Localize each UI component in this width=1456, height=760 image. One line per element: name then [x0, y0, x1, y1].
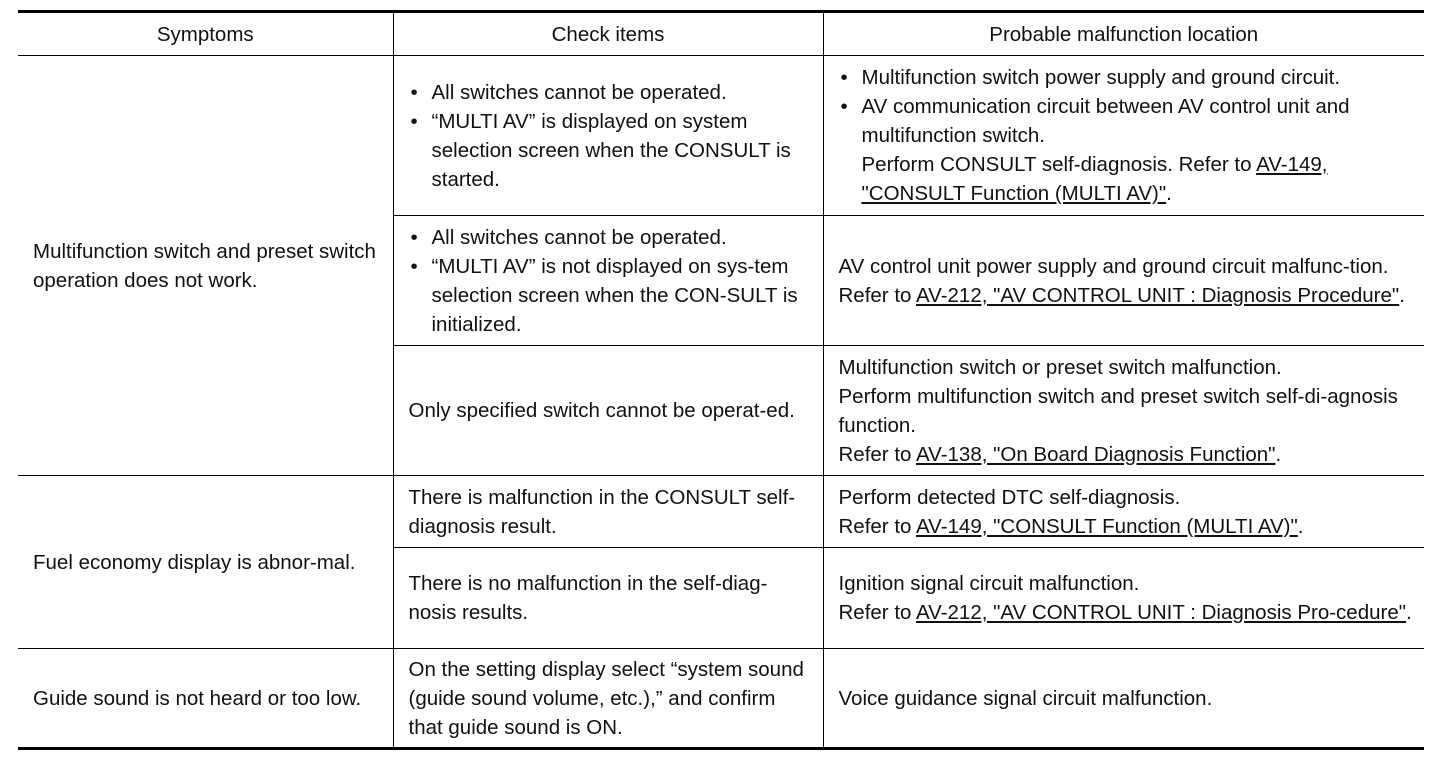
location-cell: Voice guidance signal circuit malfunction.: [823, 649, 1424, 749]
reference-link[interactable]: AV-212, "AV CONTROL UNIT : Diagnosis Procedure": [916, 283, 1400, 307]
location-text: AV control unit power supply and ground circuit malfunc-tion. Refer to: [838, 254, 1389, 307]
table-header-row: [18, 12, 1424, 56]
check-cell: [393, 56, 823, 216]
list-item: • “MULTI AV” is not displayed on sys-tem selection screen when the CON-SULT is initialized.: [409, 252, 813, 339]
location-cell: [823, 56, 1424, 216]
location-list: [839, 63, 1415, 150]
check-cell: There is malfunction in the CONSULT self-diagnosis result.: [393, 476, 823, 548]
table-row: [18, 56, 1424, 216]
location-end: .: [1166, 182, 1172, 205]
table-row: [18, 649, 1424, 749]
location-cell: [823, 476, 1424, 548]
symptom-cell: Fuel economy display is abnor-mal.: [18, 476, 393, 649]
diagnosis-table-document: [18, 10, 1424, 750]
check-list: [409, 78, 813, 194]
check-cell: Only specified switch cannot be operat-ed.: [393, 346, 823, 476]
header-symptoms: Symptoms: [18, 12, 393, 56]
location-cell: [823, 548, 1424, 649]
list-item: • “MULTI AV” is displayed on system selection screen when the CONSULT is started.: [409, 107, 813, 194]
check-list: [409, 223, 813, 339]
header-malfunction-location: Probable malfunction location: [823, 12, 1424, 56]
check-cell: There is no malfunction in the self-diag-nosis results.: [393, 548, 823, 649]
header-check-items: Check items: [393, 12, 823, 56]
reference-link[interactable]: AV-149, "CONSULT Function (MULTI AV)": [916, 514, 1298, 538]
reference-link[interactable]: AV-149, "CONSULT Function (MULTI AV)": [861, 153, 1328, 205]
location-text: Refer to: [838, 514, 916, 538]
location-text: Refer to: [838, 442, 916, 466]
list-item: • All switches cannot be operated.: [409, 78, 813, 107]
list-item: • AV communication circuit between AV control unit and multifunction switch.: [839, 92, 1415, 150]
location-line: Ignition signal circuit malfunction.: [838, 572, 1140, 595]
location-note: [839, 150, 1415, 208]
symptom-cell: Guide sound is not heard or too low.: [18, 649, 393, 749]
location-text: Refer to: [838, 601, 916, 624]
list-item: • All switches cannot be operated.: [409, 223, 813, 252]
location-line: Multifunction switch or preset switch malfunction.: [838, 355, 1282, 379]
reference-link[interactable]: AV-212, "AV CONTROL UNIT : Diagnosis Pro-cedure": [916, 601, 1407, 624]
location-line: Perform detected DTC self-diagnosis.: [838, 485, 1181, 509]
symptom-cell: Multifunction switch and preset switch operation does not work.: [18, 56, 393, 476]
location-end: .: [1406, 601, 1412, 624]
location-note: [839, 440, 1415, 469]
location-end: .: [1297, 514, 1304, 538]
reference-link[interactable]: AV-138, "On Board Diagnosis Function": [916, 442, 1276, 466]
location-cell: [823, 216, 1424, 346]
location-line: Perform multifunction switch and preset switch self-di-agnosis function.: [838, 384, 1398, 437]
check-cell: [393, 216, 823, 346]
location-cell: [823, 346, 1424, 476]
location-end: .: [1275, 442, 1282, 466]
list-item: • Multifunction switch power supply and ground circuit.: [839, 63, 1415, 92]
table-row: [18, 476, 1424, 548]
location-note: [839, 512, 1415, 541]
location-end: .: [1399, 283, 1405, 307]
symptom-table: [18, 10, 1424, 750]
location-text: Perform CONSULT self-diagnosis. Refer to: [861, 153, 1257, 176]
location-note: [839, 598, 1415, 627]
check-cell: On the setting display select “system sound (guide sound volume, etc.),” and confirm that guide sound is ON.: [393, 649, 823, 749]
